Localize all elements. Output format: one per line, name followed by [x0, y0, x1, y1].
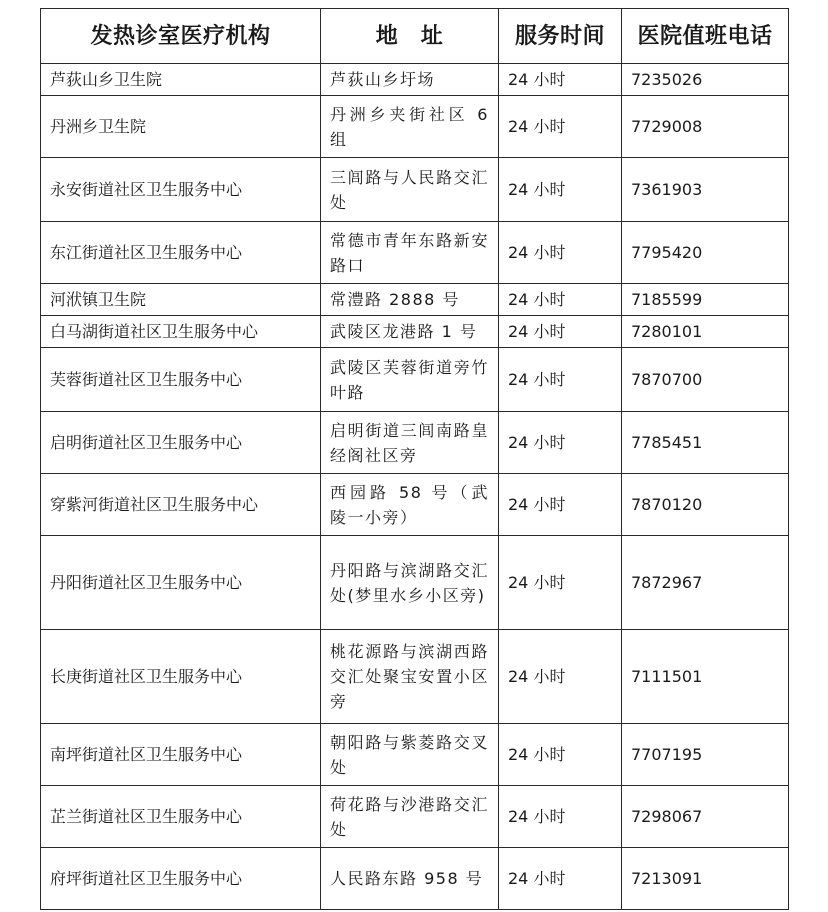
address-cell: 武陵区龙港路 1 号: [321, 316, 499, 348]
table-row: [41, 348, 789, 412]
duty-phone-cell: 7870120: [622, 474, 789, 536]
institution-cell: 白马湖街道社区卫生服务中心: [41, 316, 321, 348]
institution-cell: 芷兰街道社区卫生服务中心: [41, 786, 321, 848]
institution-cell: 河洑镇卫生院: [41, 284, 321, 316]
duty-phone-cell: 7185599: [622, 284, 789, 316]
duty-phone-cell: 7235026: [622, 64, 789, 96]
header-address: 地 址: [321, 9, 499, 64]
address-cell: 常德市青年东路新安路口: [321, 222, 499, 284]
address-cell: 丹洲乡夹街社区 6 组: [321, 96, 499, 158]
table-row: [41, 630, 789, 724]
duty-phone-cell: 7870700: [622, 348, 789, 412]
address-cell: 荷花路与沙港路交汇处: [321, 786, 499, 848]
service-hours-cell: 24 小时: [499, 316, 622, 348]
address-cell: 三闾路与人民路交汇处: [321, 158, 499, 222]
institution-cell: 府坪街道社区卫生服务中心: [41, 848, 321, 910]
table-row: [41, 848, 789, 910]
service-hours-cell: 24 小时: [499, 96, 622, 158]
duty-phone-cell: 7213091: [622, 848, 789, 910]
duty-phone-cell: 7111501: [622, 630, 789, 724]
service-hours-cell: 24 小时: [499, 284, 622, 316]
institution-cell: 启明街道社区卫生服务中心: [41, 412, 321, 474]
table-row: [41, 158, 789, 222]
service-hours-cell: 24 小时: [499, 724, 622, 786]
table-row: [41, 64, 789, 96]
institution-cell: 南坪街道社区卫生服务中心: [41, 724, 321, 786]
service-hours-cell: 24 小时: [499, 630, 622, 724]
service-hours-cell: 24 小时: [499, 64, 622, 96]
table-row: [41, 316, 789, 348]
duty-phone-cell: 7280101: [622, 316, 789, 348]
duty-phone-cell: 7785451: [622, 412, 789, 474]
table-header-row: [41, 9, 789, 64]
address-cell: 西园路 58 号（武陵一小旁）: [321, 474, 499, 536]
institution-cell: 丹阳街道社区卫生服务中心: [41, 536, 321, 630]
table-row: [41, 412, 789, 474]
address-cell: 人民路东路 958 号: [321, 848, 499, 910]
address-cell: 朝阳路与紫菱路交叉处: [321, 724, 499, 786]
service-hours-cell: 24 小时: [499, 848, 622, 910]
table-row: [41, 474, 789, 536]
service-hours-cell: 24 小时: [499, 786, 622, 848]
address-cell: 武陵区芙蓉街道旁竹叶路: [321, 348, 499, 412]
institution-cell: 永安街道社区卫生服务中心: [41, 158, 321, 222]
address-cell: 桃花源路与滨湖西路交汇处聚宝安置小区旁: [321, 630, 499, 724]
institution-cell: 芙蓉街道社区卫生服务中心: [41, 348, 321, 412]
address-cell: 启明街道三闾南路皇经阁社区旁: [321, 412, 499, 474]
address-cell: 丹阳路与滨湖路交汇处(梦里水乡小区旁): [321, 536, 499, 630]
institution-cell: 丹洲乡卫生院: [41, 96, 321, 158]
service-hours-cell: 24 小时: [499, 536, 622, 630]
institution-cell: 长庚街道社区卫生服务中心: [41, 630, 321, 724]
institution-cell: 东江街道社区卫生服务中心: [41, 222, 321, 284]
duty-phone-cell: 7729008: [622, 96, 789, 158]
header-duty-phone: 医院值班电话: [622, 9, 789, 64]
address-cell: 芦荻山乡圩场: [321, 64, 499, 96]
address-cell: 常澧路 2888 号: [321, 284, 499, 316]
header-institution: 发热诊室医疗机构: [41, 9, 321, 64]
duty-phone-cell: 7298067: [622, 786, 789, 848]
duty-phone-cell: 7361903: [622, 158, 789, 222]
duty-phone-cell: 7795420: [622, 222, 789, 284]
service-hours-cell: 24 小时: [499, 348, 622, 412]
service-hours-cell: 24 小时: [499, 222, 622, 284]
table-row: [41, 222, 789, 284]
institution-cell: 穿紫河街道社区卫生服务中心: [41, 474, 321, 536]
table-row: [41, 786, 789, 848]
table-row: [41, 536, 789, 630]
clinic-table: [40, 8, 789, 910]
table-row: [41, 96, 789, 158]
header-service-hours: 服务时间: [499, 9, 622, 64]
institution-cell: 芦荻山乡卫生院: [41, 64, 321, 96]
duty-phone-cell: 7707195: [622, 724, 789, 786]
table-row: [41, 724, 789, 786]
service-hours-cell: 24 小时: [499, 158, 622, 222]
service-hours-cell: 24 小时: [499, 412, 622, 474]
service-hours-cell: 24 小时: [499, 474, 622, 536]
table-row: [41, 284, 789, 316]
duty-phone-cell: 7872967: [622, 536, 789, 630]
